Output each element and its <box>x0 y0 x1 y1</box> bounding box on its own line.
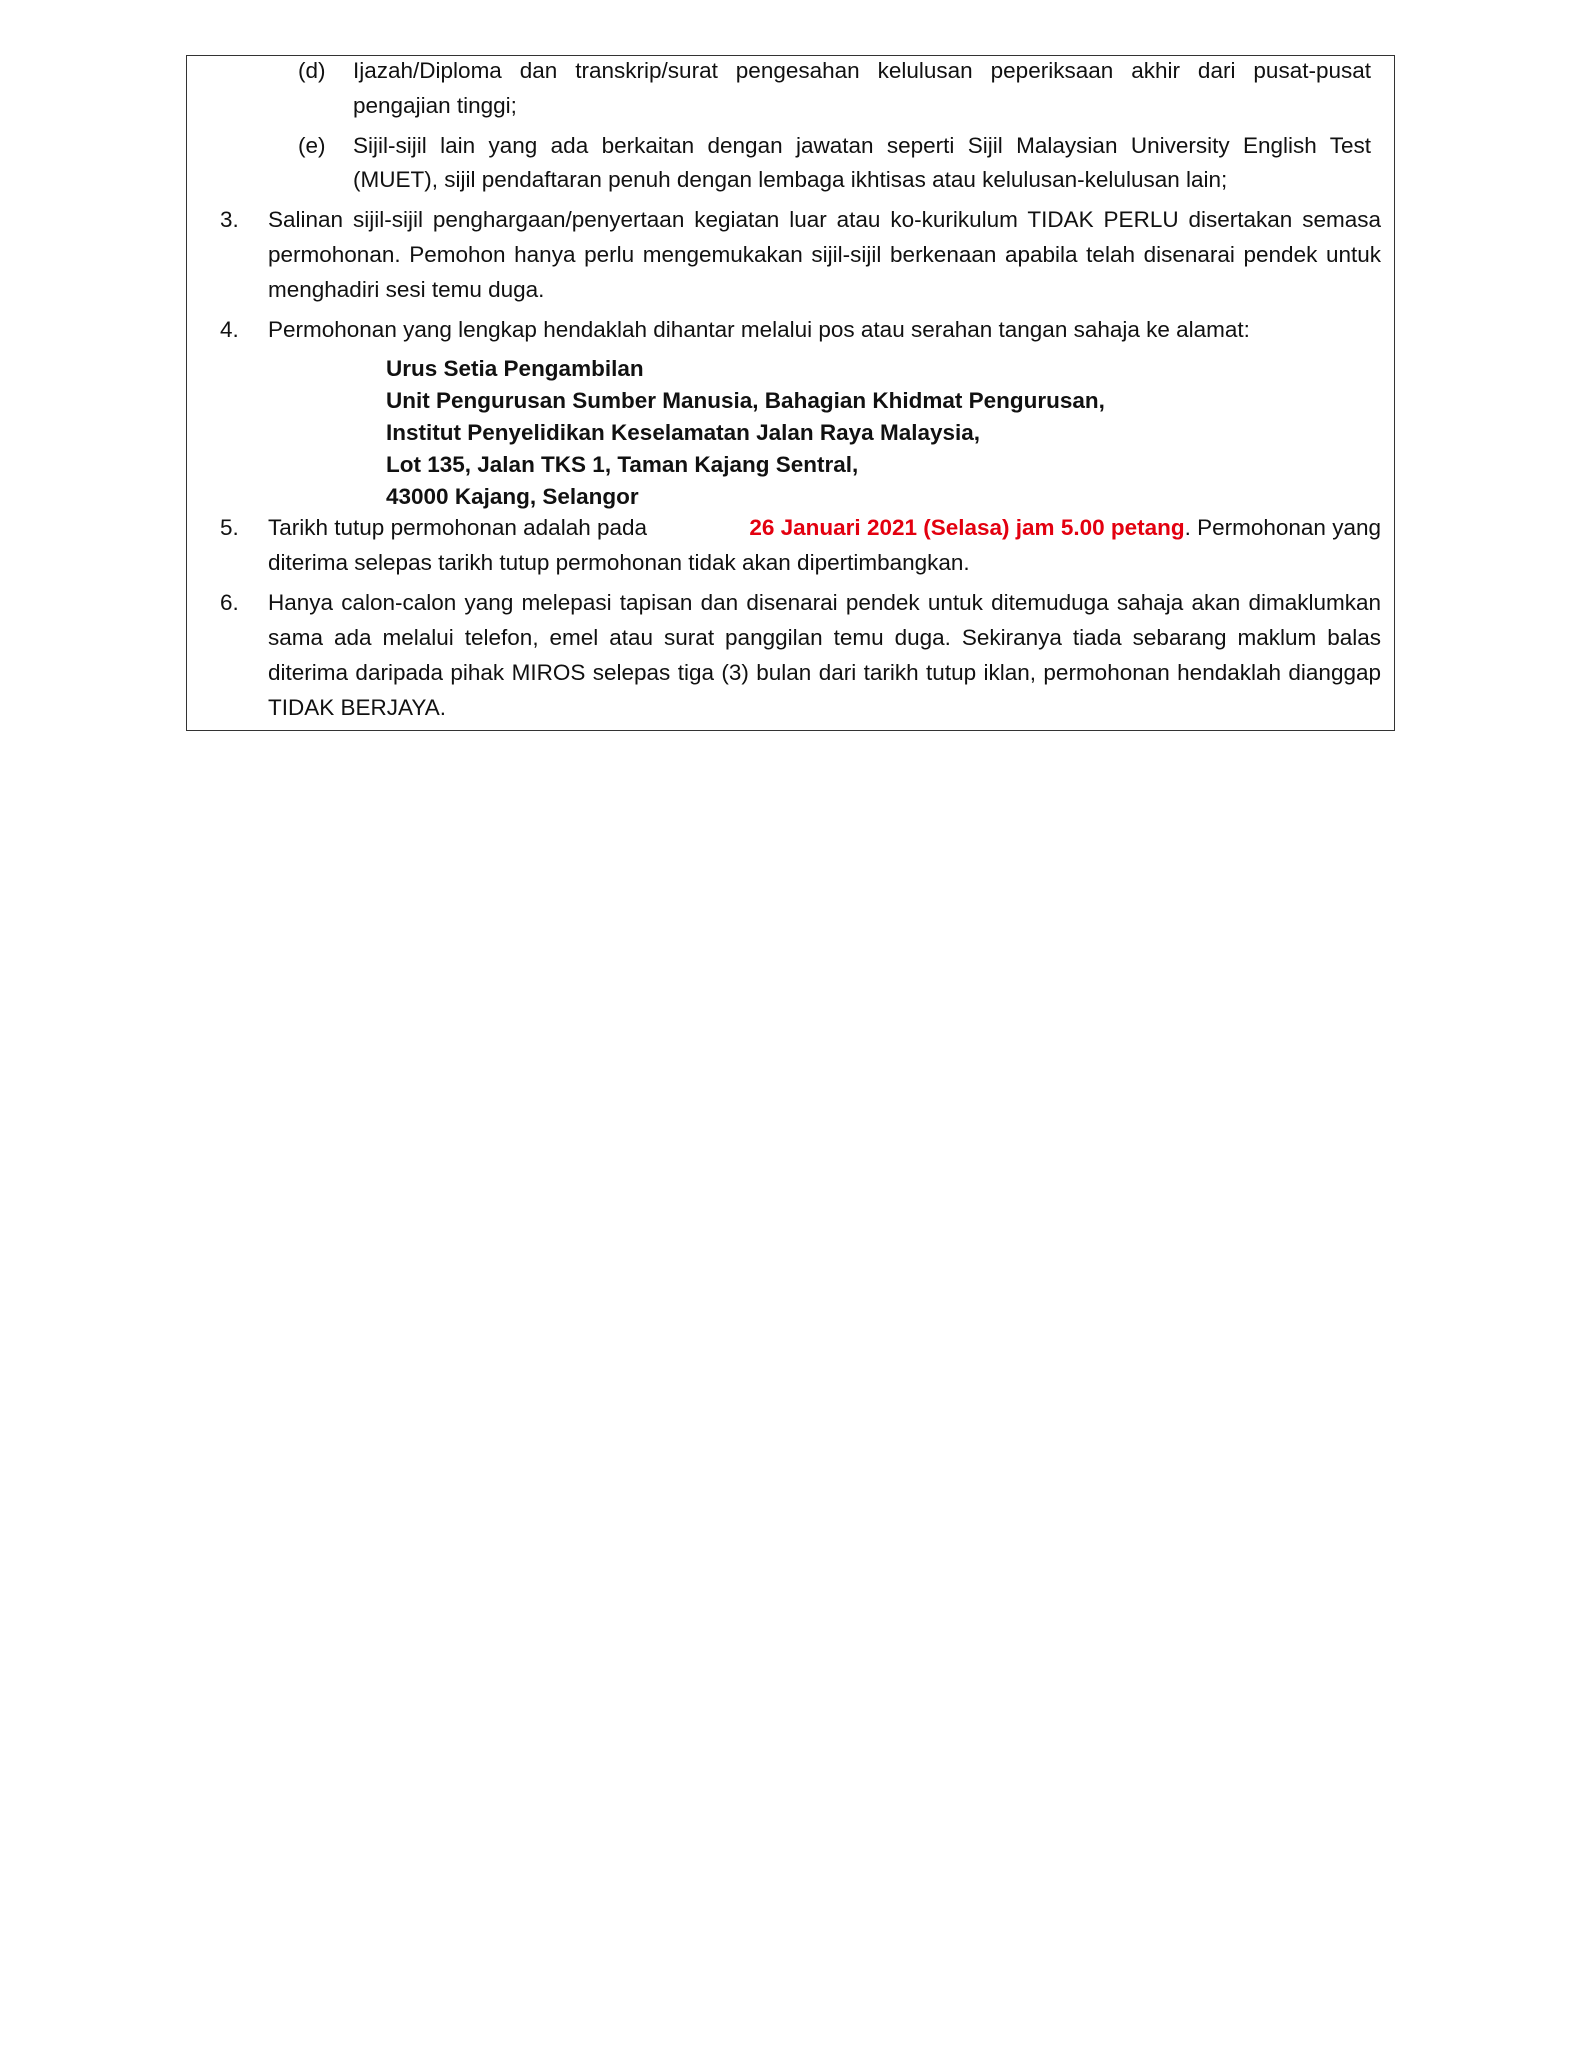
address-line-2: Unit Pengurusan Sumber Manusia, Bahagian Khidmat Pengurusan, <box>386 388 1105 413</box>
address-line-1: Urus Setia Pengambilan <box>386 356 644 381</box>
item-6-line1: Hanya calon-calon yang melepasi tapisan dan disenarai pendek untuk ditemuduga sahaja akan dimaklumkan <box>268 590 1381 615</box>
deadline-highlight: 26 Januari 2021 (Selasa) jam 5.00 petang <box>749 515 1185 540</box>
item-4-number: 4. <box>220 317 239 342</box>
item-6-line3: diterima daripada pihak MIROS selepas tiga (3) bulan dari tarikh tutup iklan, permohonan hendaklah dianggap <box>268 660 1381 685</box>
item-5-number: 5. <box>220 515 239 540</box>
address-line-5: 43000 Kajang, Selangor <box>386 484 639 509</box>
item-3-number: 3. <box>220 207 239 232</box>
item-5-line2: diterima selepas tarikh tutup permohonan tidak akan dipertimbangkan. <box>268 550 970 575</box>
item-6-line2: sama ada melalui telefon, emel atau surat panggilan temu duga. Sekiranya tiada sebarang maklum balas <box>268 625 1381 650</box>
item-d-marker: (d) <box>298 58 326 83</box>
item-5-prefix <box>268 513 749 543</box>
item-3-line2: permohonan. Pemohon hanya perlu mengemukakan sijil-sijil berkenaan apabila telah disenarai pendek untuk <box>268 242 1381 267</box>
item-e-line1: Sijil-sijil lain yang ada berkaitan dengan jawatan seperti Sijil Malaysian University English Test <box>353 133 1371 158</box>
item-6-line4: TIDAK BERJAYA. <box>268 695 446 720</box>
item-5-deadline-group <box>749 513 1381 543</box>
item-d-line2: pengajian tinggi; <box>353 93 517 118</box>
address-line-4: Lot 135, Jalan TKS 1, Taman Kajang Sentral, <box>386 452 859 477</box>
item-e-marker: (e) <box>298 133 326 158</box>
address-line-3: Institut Penyelidikan Keselamatan Jalan Raya Malaysia, <box>386 420 981 445</box>
item-5-prefix-text: Tarikh tutup permohonan adalah pada <box>268 515 648 540</box>
item-6-number: 6. <box>220 590 239 615</box>
item-4-line1: Permohonan yang lengkap hendaklah dihantar melalui pos atau serahan tangan sahaja ke alamat: <box>268 317 1250 342</box>
item-3-line1: Salinan sijil-sijil penghargaan/penyertaan kegiatan luar atau ko-kurikulum TIDAK PERLU disertakan semasa <box>268 207 1381 232</box>
item-e-line2: (MUET), sijil pendaftaran penuh dengan lembaga ikhtisas atau kelulusan-kelulusan lain; <box>353 167 1228 192</box>
item-5-line1 <box>268 513 1381 543</box>
item-5-suffix: . Permohonan yang <box>1184 515 1381 540</box>
item-d-line1: Ijazah/Diploma dan transkrip/surat pengesahan kelulusan peperiksaan akhir dari pusat-pusat <box>353 58 1371 83</box>
item-3-line3: menghadiri sesi temu duga. <box>268 277 545 302</box>
